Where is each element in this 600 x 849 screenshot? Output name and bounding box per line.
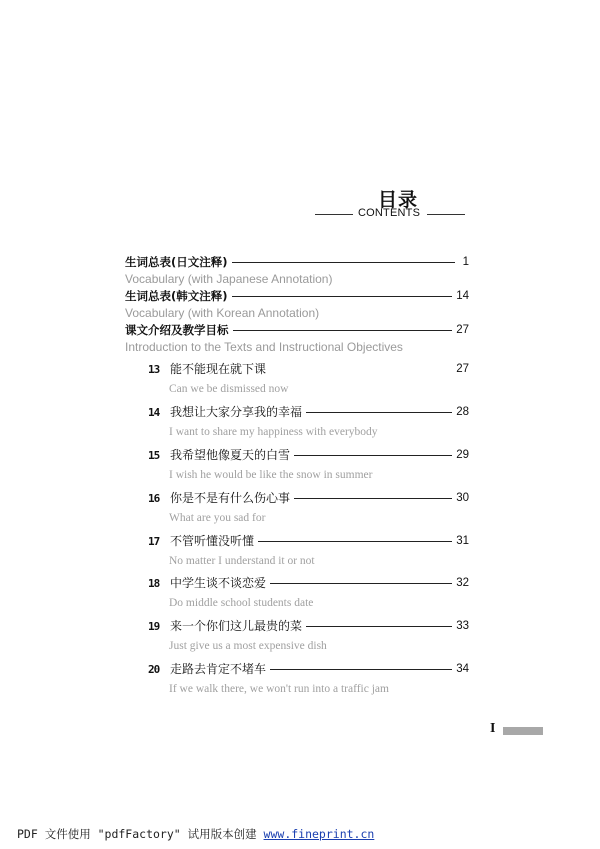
toc-entry-lesson-17[interactable] xyxy=(148,533,469,569)
toc-entry-lesson-19[interactable] xyxy=(148,618,469,654)
lesson-number: 18 xyxy=(148,577,160,590)
lesson-page: 31 xyxy=(452,533,469,549)
subtitle-rule-left xyxy=(315,214,353,215)
lesson-title-cn: 能不能现在就下课 xyxy=(170,361,270,377)
entry-title-cn: 课文介绍及教学目标 xyxy=(125,322,233,338)
entry-page: 14 xyxy=(452,288,469,304)
toc-entry-vocab-japanese[interactable] xyxy=(125,254,469,287)
toc-title: 目录 xyxy=(378,189,419,211)
lesson-title-en: If we walk there, we won't run into a traffic jam xyxy=(169,683,389,695)
lesson-title-cn: 来一个你们这儿最贵的菜 xyxy=(170,618,306,634)
toc-entry-lesson-16[interactable] xyxy=(148,490,469,526)
toc-entry-lesson-20[interactable] xyxy=(148,661,469,697)
entry-page: 27 xyxy=(452,322,469,338)
lesson-title-en: No matter I understand it or not xyxy=(169,555,315,567)
lesson-number: 17 xyxy=(148,535,160,548)
lesson-title-cn: 我希望他像夏天的白雪 xyxy=(170,447,294,463)
toc-entry-lesson-13[interactable] xyxy=(148,361,469,397)
entry-title-en: Vocabulary (with Korean Annotation) xyxy=(125,306,320,320)
page-number: I xyxy=(490,721,496,736)
subtitle-rule-right xyxy=(427,214,465,215)
lesson-title-cn: 走路去肯定不堵车 xyxy=(170,661,270,677)
lesson-number: 16 xyxy=(148,492,160,505)
lesson-title-cn: 我想让大家分享我的幸福 xyxy=(170,404,306,420)
lesson-title-en: Can we be dismissed now xyxy=(169,383,289,395)
footer-text: PDF 文件使用 "pdfFactory" 试用版本创建 xyxy=(17,827,264,841)
lesson-number: 13 xyxy=(148,363,160,376)
lesson-title-cn: 你是不是有什么伤心事 xyxy=(170,490,294,506)
entry-title-cn: 生词总表(日文注释) xyxy=(125,254,232,270)
lesson-title-en: Do middle school students date xyxy=(169,597,314,609)
lesson-title-en: What are you sad for xyxy=(169,512,266,524)
entry-title-en: Introduction to the Texts and Instructional Objectives xyxy=(125,340,403,354)
toc-subtitle-row xyxy=(315,207,465,221)
toc-entry-vocab-korean[interactable] xyxy=(125,288,469,321)
toc-subtitle: CONTENTS xyxy=(358,207,421,219)
lesson-page: 29 xyxy=(452,447,469,463)
lesson-number: 15 xyxy=(148,449,160,462)
page-number-bar xyxy=(503,727,543,735)
pdf-footer xyxy=(17,826,374,842)
footer-link[interactable]: www.fineprint.cn xyxy=(263,827,375,841)
lesson-page: 30 xyxy=(452,490,469,506)
lesson-title-en: I want to share my happiness with everybody xyxy=(169,426,378,438)
lesson-page: 27 xyxy=(452,361,469,377)
lesson-page: 33 xyxy=(452,618,469,634)
entry-page: 1 xyxy=(459,254,469,270)
lesson-page: 34 xyxy=(452,661,469,677)
entry-title-cn: 生词总表(韩文注释) xyxy=(125,288,232,304)
lesson-number: 14 xyxy=(148,406,160,419)
lesson-title-cn: 不管听懂没听懂 xyxy=(170,533,258,549)
lesson-title-en: I wish he would be like the snow in summer xyxy=(169,469,373,481)
entry-title-en: Vocabulary (with Japanese Annotation) xyxy=(125,272,333,286)
lesson-title-en: Just give us a most expensive dish xyxy=(169,640,327,652)
lesson-number: 19 xyxy=(148,620,160,633)
lesson-page: 28 xyxy=(452,404,469,420)
lesson-number: 20 xyxy=(148,663,160,676)
lesson-title-cn: 中学生谈不谈恋爱 xyxy=(170,575,270,591)
toc-entry-lesson-14[interactable] xyxy=(148,404,469,440)
toc-entry-lesson-15[interactable] xyxy=(148,447,469,483)
lesson-page: 32 xyxy=(452,575,469,591)
toc-entry-introduction[interactable] xyxy=(125,322,469,355)
toc-entry-lesson-18[interactable] xyxy=(148,575,469,611)
